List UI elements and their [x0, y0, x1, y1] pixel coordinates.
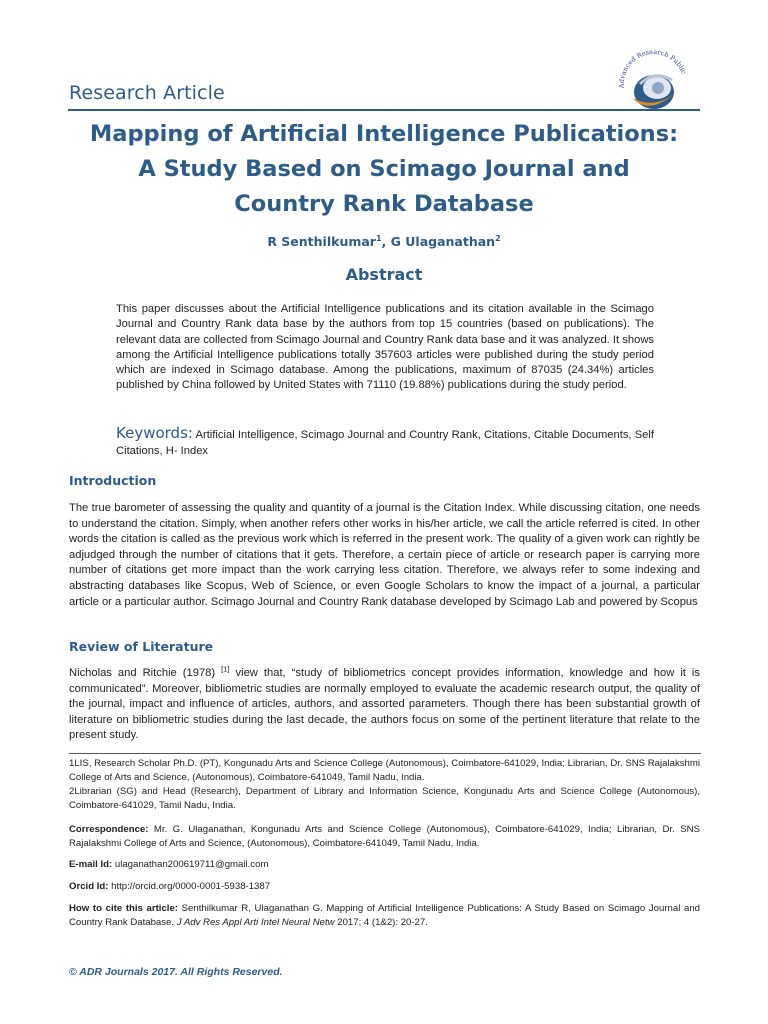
keywords-text: Artificial Intelligence, Scimago Journal and Country Rank, Citations, Citable Documents, Self Citations, H- Index	[116, 429, 654, 457]
author-name: R Senthilkumar	[267, 234, 376, 249]
orcid	[69, 880, 700, 894]
email	[69, 858, 700, 872]
introduction-text: The true barometer of assessing the quality and quantity of a journal is the Citation Index. While discussing citation, one needs to understand the citation. Simply, when another refers other works in his/her article, we call the article referred is cited. In other words the citation is called as the previous work which is referred in the present work. The quality of a given work can rightly be adjudged through the number of citations that it gets. Therefore, a certain piece of article or research paper is carrying more number of citations get more impact than the work carrying less citation. Therefore, we always refer to some indexing and abstracting databases like Scopus, Web of Science, or even Google Scholars to know the impact of a journal, a particular article or a particular author. Scimago Journal and Country Rank database developed by Scimago Lab and powered by Scopus	[69, 502, 700, 608]
review-body: view that, “study of bibliometrics concept provides information, knowledge and how it is communicated”. Moreover, bibliometric studies are normally employed to evaluate the academic research output, the quality of the journal, impact and influence of articles, authors, and assorted parameters. Though there has been substantial growth of literature on bibliometric studies during the last decade, the authors focus on some of the pertinent literature that relate to the present study.	[69, 667, 701, 742]
review-text	[69, 666, 700, 744]
cite-journal: J Adv Res Appl Arti Intel Neural Netw	[174, 916, 335, 928]
orcid-label: Orcid Id:	[69, 881, 109, 892]
introduction-heading: Introduction	[69, 473, 157, 488]
author-list: R Senthilkumar$^1$, G Ulaganathan$^2$	[267, 233, 501, 249]
footnote-affiliation-1: 1LIS, Research Scholar Ph.D. (PT), Kongunadu Arts and Science College (Autonomous), Coimbatore-641029, India; Librarian, Dr. SNS Rajalakshmi College of Arts and Science, (Autonomous), Coimbatore-641049, Tamil Nadu, India.	[69, 758, 700, 783]
affiliation-marker: 2	[495, 233, 501, 243]
affiliation-marker: 1	[375, 233, 382, 243]
keywords-block	[116, 426, 654, 459]
author-name: G Ulaganathan	[390, 234, 496, 249]
cite-text: Senthilkumar R, Ulaganathan G. Mapping of Artificial Intelligence Publications: A Study Based on Scimago Journal and Country Rank Database.	[69, 903, 700, 928]
article-type-label: Research Article	[69, 82, 225, 104]
footnote-divider	[69, 753, 701, 754]
title-line: Mapping of Artificial Intelligence Publications:	[89, 121, 679, 147]
copyright-notice: © ADR Journals 2017. All Rights Reserved.	[69, 966, 283, 978]
footnote-affiliation-2: 2Librarian (SG) and Head (Research), Department of Library and Information Science, Kongunadu Arts and Science College (Autonomous), Coimbatore-641029, Tamil Nadu, India.	[69, 786, 700, 811]
review-lead: Nicholas and Ritchie (1978)	[69, 667, 216, 679]
cite-tail: 2017; 4 (1&2): 20-27.	[334, 916, 428, 928]
title-line: A Study Based on Scimago Journal and	[138, 156, 630, 182]
orcid-link[interactable]: http://orcid.org/0000-0001-5938-1387	[108, 881, 271, 892]
email-label: E-mail Id:	[69, 859, 113, 870]
cite-label: How to cite this article:	[69, 903, 178, 914]
review-heading: Review of Literature	[69, 639, 214, 654]
title-divider	[68, 109, 700, 111]
paper-title	[70, 117, 698, 222]
abstract-heading: Abstract	[345, 265, 423, 284]
abstract-text: This paper discusses about the Artificial Intelligence publications and its citation available in the Scimago Journal and Country Rank data base by the authors from top 15 countries (based on publications). The relevant data are collected from Scimago Journal and Country Rank data base and it was analyzed. It shows among the Artificial Intelligence publications totally 357603 articles were published during the study period which are indexed in Scimago database. Among the publications, maximum of 87035 (24.34%) articles published by China followed by United States with 71110 (19.88%) publications during the study period.	[116, 303, 654, 392]
citation-info	[69, 902, 700, 929]
publisher-logo	[610, 40, 696, 126]
correspondence	[69, 823, 700, 850]
title-line: Country Rank Database	[234, 191, 534, 217]
email-link[interactable]: ulaganathan200619711@gmail.com	[112, 859, 269, 870]
logo-text: Advanced Research Public	[617, 48, 688, 89]
correspondence-label: Correspondence:	[69, 824, 149, 835]
keywords-label: Keywords:	[116, 424, 193, 442]
citation-ref[interactable]: [1]	[221, 664, 230, 674]
correspondence-text: Mr. G. Ulaganathan, Kongunadu Arts and Science College (Autonomous), Coimbatore-641029, India; Librarian, Dr. SNS Rajalakshmi College of Arts and Science, (Autonomous), Coimbatore-641049, Tamil Nadu, India.	[69, 824, 700, 849]
